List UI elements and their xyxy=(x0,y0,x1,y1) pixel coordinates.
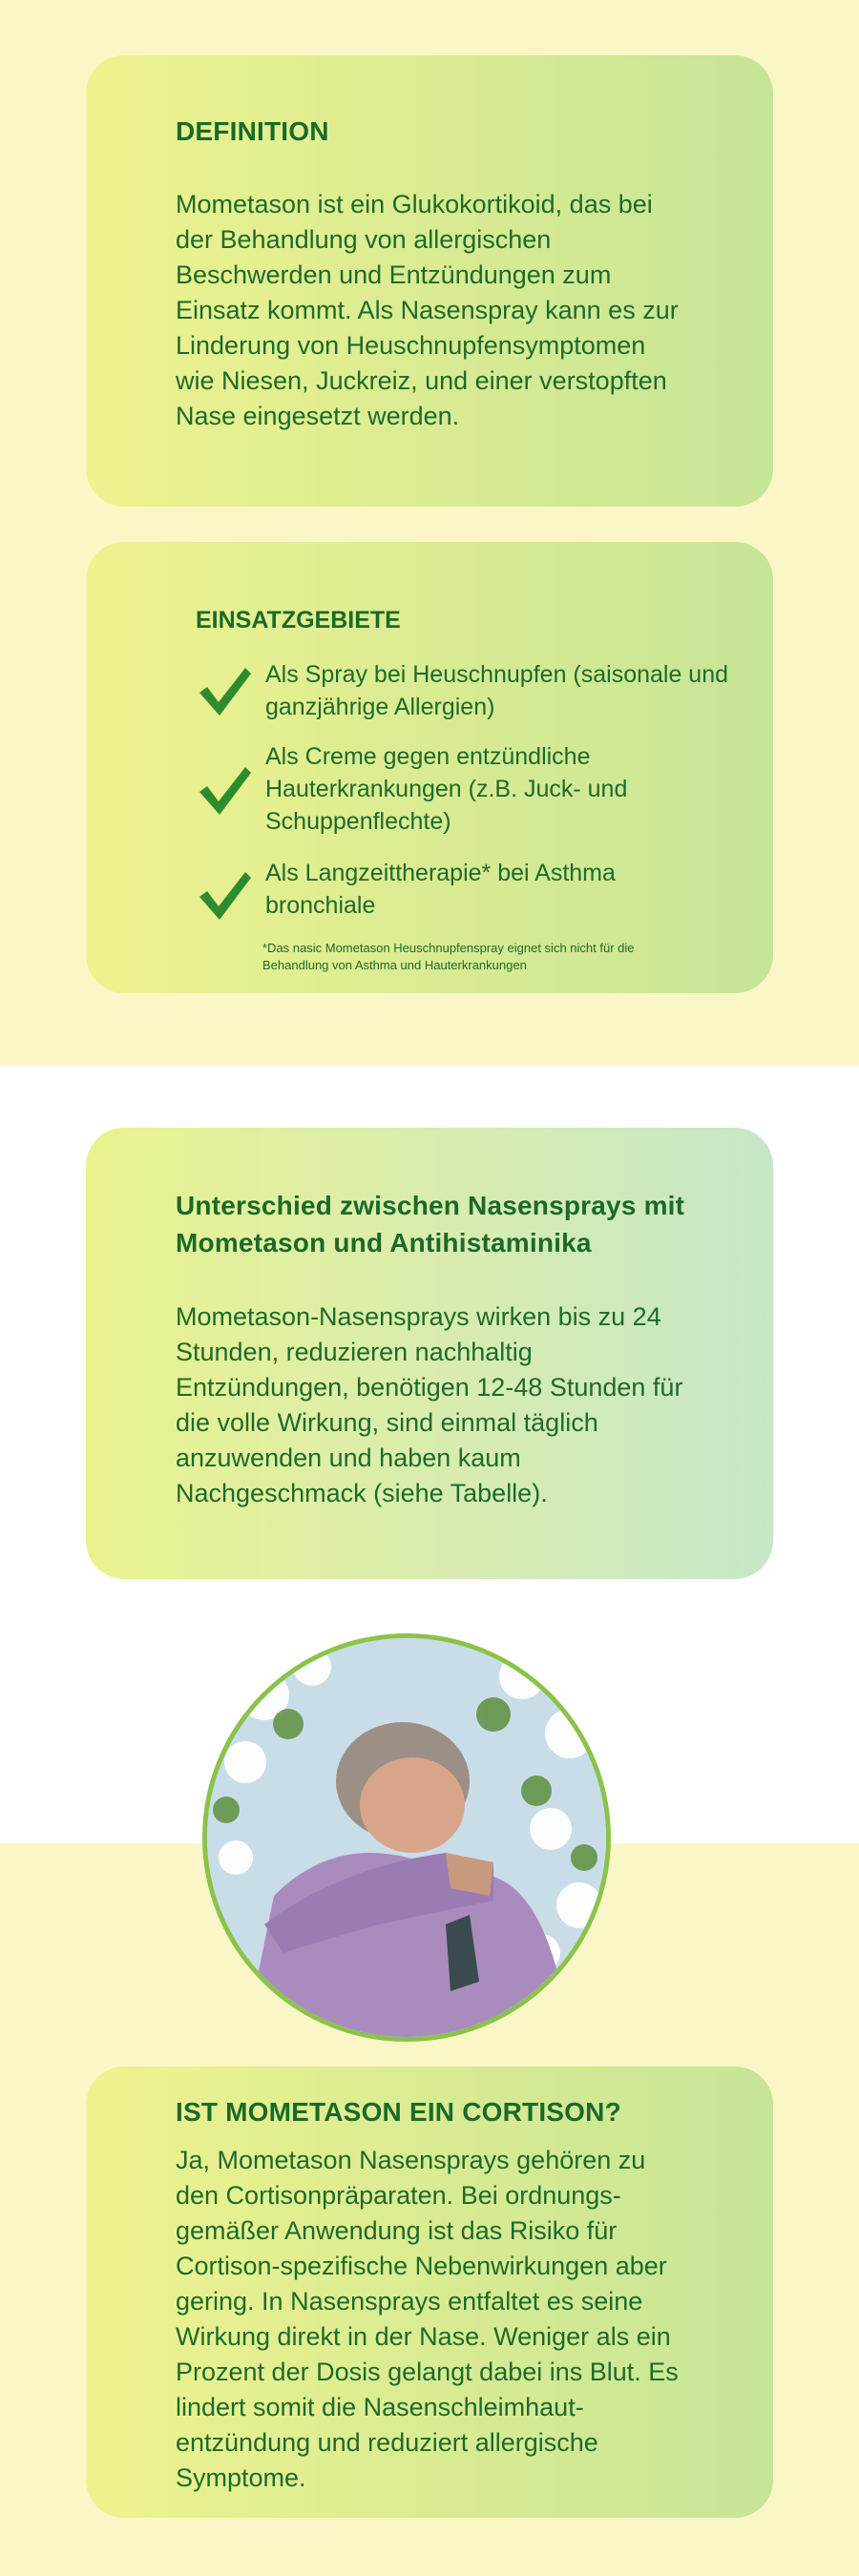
sneezing-man-photo xyxy=(202,1633,611,2042)
einsatz-item-creme xyxy=(196,740,730,840)
sneezing-man-illustration xyxy=(207,1638,606,2037)
unterschied-title: Unterschied zwischen Nasensprays mit Mometason und Antihistaminika xyxy=(176,1191,685,1257)
einsatz-item-asthma xyxy=(196,857,730,924)
einsatz-item-label: Als Spray bei Heuschnupfen (saisonale und ganzjährige Allergien) xyxy=(265,661,729,720)
einsatz-item-spray xyxy=(196,658,730,725)
cortison-text: Ja, Mometason Nasensprays gehören zu den Cortisonpräparaten. Bei ordnungs-gemäßer Anwendung ist das Risiko für Cortison-spezifische Nebenwirkungen aber gering. In Nasensprays entfaltet es seine Wirkung direkt in der Nase. Weniger als ein Prozent der Dosis gelangt dabei ins Blut. Es lindert somit die Nasenschleimhaut-entzündung und reduziert allergische Symptome. xyxy=(176,2146,679,2492)
cortison-card xyxy=(86,2067,773,2518)
einsatz-item-label: Als Creme gegen entzündliche Hauterkrankungen (z.B. Juck- und Schuppenflechte) xyxy=(265,743,628,835)
cortison-title: IST MOMETASON EIN CORTISON? xyxy=(176,2097,621,2127)
definition-title: DEFINITION xyxy=(176,116,329,146)
einsatz-item-label: Als Langzeittherapie* bei Asthma bronchiale xyxy=(265,860,616,919)
einsatzgebiete-title: EINSATZGEBIETE xyxy=(196,607,401,634)
definition-text: Mometason ist ein Glukokortikoid, das bei der Behandlung von allergischen Beschwerden und Entzündungen zum Einsatz kommt. Als Nasenspray kann es zur Linderung von Heuschnupfensymptomen wie Niesen, Juckreiz, und einer verstopften Nase eingesetzt werden. xyxy=(176,190,679,430)
definition-card xyxy=(86,55,773,507)
unterschied-card xyxy=(86,1128,773,1579)
check-icon xyxy=(196,763,253,817)
einsatzgebiete-card xyxy=(86,542,773,993)
check-icon xyxy=(196,868,253,922)
check-icon xyxy=(196,664,253,717)
einsatzgebiete-footnote: *Das nasic Mometason Heuschnupfenspray eignet sich nicht für die Behandlung von Asthma und Hauterkrankungen xyxy=(262,941,635,972)
unterschied-text: Mometason-Nasensprays wirken bis zu 24 Stunden, reduzieren nachhaltig Entzündungen, benötigen 12-48 Stunden für die volle Wirkung, sind einmal täglich anzuwenden und haben kaum Nachgeschmack (siehe Tabelle). xyxy=(176,1302,683,1507)
